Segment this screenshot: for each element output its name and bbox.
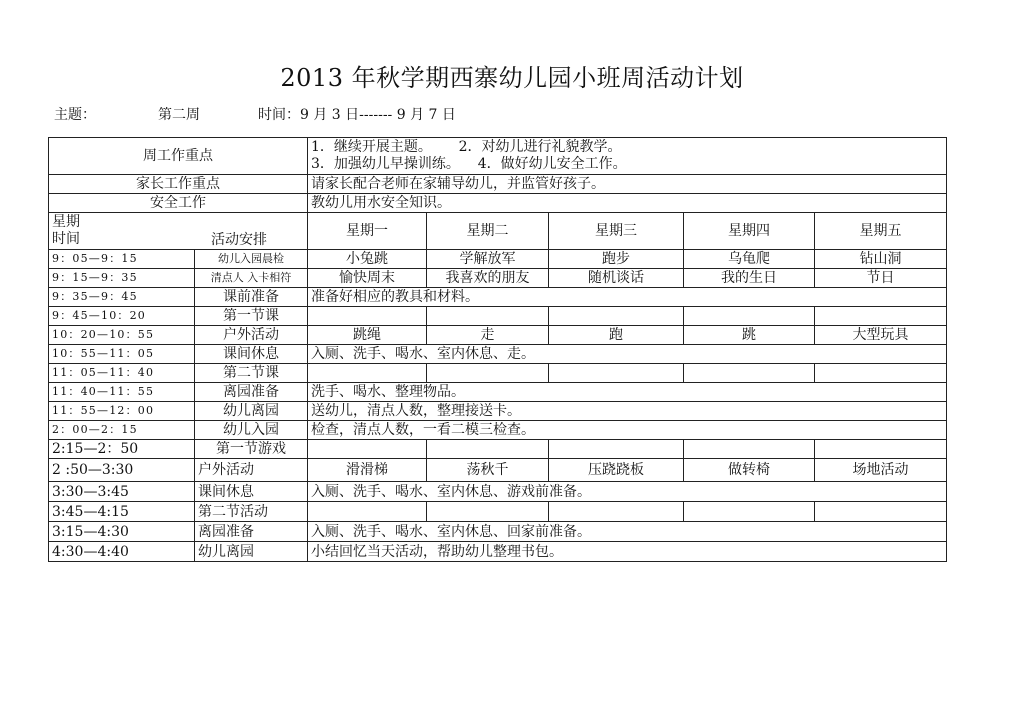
day-activity-cell: 做转椅 [684, 459, 815, 482]
time-slot: 9：15—9：35 [49, 269, 195, 288]
safety-label: 安全工作 [49, 194, 308, 213]
time-slot: 11：40—11：55 [49, 383, 195, 402]
activity-name: 第一节游戏 [195, 440, 308, 459]
header-row [49, 213, 947, 250]
work-focus-line-1: 1．继续开展主题。 2．对幼儿进行礼貌教学。 [311, 139, 622, 155]
page-title: 2013 年秋学期西寨幼儿园小班周活动计划 [280, 64, 744, 92]
parent-work-text: 请家长配合老师在家辅导幼儿，并监管好孩子。 [308, 175, 947, 194]
day-activity-cell: 学解放军 [427, 250, 549, 269]
day-activity-cell [427, 307, 549, 326]
activity-name: 课前准备 [195, 288, 308, 307]
date-range: 时间：9 月 3 日------- 9 月 7 日 [258, 107, 456, 123]
schedule-row [49, 364, 947, 383]
activity-detail: 检查，清点人数，一看二模三检查。 [308, 421, 947, 440]
schedule-row [49, 288, 947, 307]
schedule-row [49, 542, 947, 562]
day-activity-cell: 跳 [684, 326, 815, 345]
day-activity-cell: 愉快周末 [308, 269, 427, 288]
day-activity-cell [308, 440, 427, 459]
theme-label: 主题： [54, 107, 96, 123]
day-activity-cell: 跑 [549, 326, 684, 345]
activity-name: 户外活动 [195, 326, 308, 345]
activity-name: 课间休息 [195, 482, 308, 502]
day-activity-cell: 我喜欢的朋友 [427, 269, 549, 288]
day-activity-cell [815, 502, 947, 522]
day-activity-cell [815, 364, 947, 383]
day-activity-cell [815, 440, 947, 459]
day-activity-cell [427, 502, 549, 522]
activity-name: 第二节活动 [195, 502, 308, 522]
schedule-row [49, 269, 947, 288]
day-activity-cell [308, 307, 427, 326]
activity-name: 幼儿入园晨检 [195, 250, 308, 269]
schedule-row [49, 345, 947, 364]
day-activity-cell [427, 440, 549, 459]
day-activity-cell [549, 440, 684, 459]
activity-header-label: 活动安排 [211, 232, 267, 248]
activity-name: 户外活动 [195, 459, 308, 482]
activity-detail: 入厕、洗手、喝水、室内休息、游戏前准备。 [308, 482, 947, 502]
day-activity-cell [815, 307, 947, 326]
day-activity-cell [549, 307, 684, 326]
time-slot: 2:15—2：50 [49, 440, 195, 459]
day-activity-cell: 大型玩具 [815, 326, 947, 345]
time-slot: 3:45—4:15 [49, 502, 195, 522]
header-diagonal-cell [49, 213, 308, 250]
schedule-row [49, 250, 947, 269]
day-activity-cell [684, 502, 815, 522]
activity-name: 课间休息 [195, 345, 308, 364]
activity-name: 幼儿入园 [195, 421, 308, 440]
schedule-row [49, 522, 947, 542]
work-focus-row [49, 138, 947, 175]
schedule-row [49, 459, 947, 482]
day-activity-cell [308, 502, 427, 522]
day-header: 星期五 [815, 213, 947, 250]
time-slot: 10：20—10：55 [49, 326, 195, 345]
schedule-row [49, 383, 947, 402]
activity-name: 离园准备 [195, 522, 308, 542]
parent-work-row [49, 175, 947, 194]
time-slot: 11：05—11：40 [49, 364, 195, 383]
activity-detail: 入厕、洗手、喝水、室内休息、回家前准备。 [308, 522, 947, 542]
day-header: 星期二 [427, 213, 549, 250]
schedule-row [49, 502, 947, 522]
day-activity-cell [549, 502, 684, 522]
work-focus-label: 周工作重点 [49, 138, 308, 175]
day-activity-cell: 场地活动 [815, 459, 947, 482]
time-slot: 10：55—11：05 [49, 345, 195, 364]
parent-work-label: 家长工作重点 [49, 175, 308, 194]
day-activity-cell: 节日 [815, 269, 947, 288]
day-header: 星期四 [684, 213, 815, 250]
work-focus-line-2: 3．加强幼儿早操训练。 4．做好幼儿安全工作。 [311, 156, 627, 172]
time-header-label: 时间 [52, 231, 80, 247]
activity-name: 第二节课 [195, 364, 308, 383]
time-slot: 9：45—10：20 [49, 307, 195, 326]
day-activity-cell [549, 364, 684, 383]
day-activity-cell [684, 307, 815, 326]
schedule-row [49, 402, 947, 421]
time-slot: 11：55—12：00 [49, 402, 195, 421]
day-activity-cell: 荡秋千 [427, 459, 549, 482]
safety-text: 教幼儿用水安全知识。 [308, 194, 947, 213]
week-label: 第二周 [158, 107, 200, 123]
day-activity-cell: 钻山洞 [815, 250, 947, 269]
activity-name: 第一节课 [195, 307, 308, 326]
day-activity-cell [684, 440, 815, 459]
time-slot: 3:30—3:45 [49, 482, 195, 502]
work-focus-content [308, 138, 947, 175]
day-activity-cell: 随机谈话 [549, 269, 684, 288]
schedule-row [49, 421, 947, 440]
schedule-row [49, 307, 947, 326]
time-slot: 9：05—9：15 [49, 250, 195, 269]
day-activity-cell: 滑滑梯 [308, 459, 427, 482]
day-header: 星期一 [308, 213, 427, 250]
activity-detail: 小结回忆当天活动，帮助幼儿整理书包。 [308, 542, 947, 562]
time-slot: 4:30—4:40 [49, 542, 195, 562]
activity-name: 幼儿离园 [195, 402, 308, 421]
day-activity-cell: 跑步 [549, 250, 684, 269]
activity-detail: 准备好相应的教具和材料。 [308, 288, 947, 307]
time-slot: 2：00—2：15 [49, 421, 195, 440]
schedule-row [49, 326, 947, 345]
activity-name: 清点人 入卡相符 [195, 269, 308, 288]
time-slot: 3:15—4:30 [49, 522, 195, 542]
day-activity-cell: 我的生日 [684, 269, 815, 288]
time-slot: 2 :50—3:30 [49, 459, 195, 482]
activity-detail: 入厕、洗手、喝水、室内休息、走。 [308, 345, 947, 364]
day-activity-cell [308, 364, 427, 383]
time-slot: 9：35—9：45 [49, 288, 195, 307]
activity-name: 离园准备 [195, 383, 308, 402]
day-activity-cell [684, 364, 815, 383]
activity-name: 幼儿离园 [195, 542, 308, 562]
weekly-plan-table [48, 137, 947, 562]
day-activity-cell: 走 [427, 326, 549, 345]
day-activity-cell [427, 364, 549, 383]
activity-detail: 送幼儿，清点人数，整理接送卡。 [308, 402, 947, 421]
safety-row [49, 194, 947, 213]
day-activity-cell: 跳绳 [308, 326, 427, 345]
day-activity-cell: 乌龟爬 [684, 250, 815, 269]
day-header: 星期三 [549, 213, 684, 250]
weekday-header-label: 星期 [52, 214, 80, 230]
schedule-row [49, 482, 947, 502]
day-activity-cell: 压跷跷板 [549, 459, 684, 482]
activity-detail: 洗手、喝水、整理物品。 [308, 383, 947, 402]
schedule-row [49, 440, 947, 459]
day-activity-cell: 小兔跳 [308, 250, 427, 269]
